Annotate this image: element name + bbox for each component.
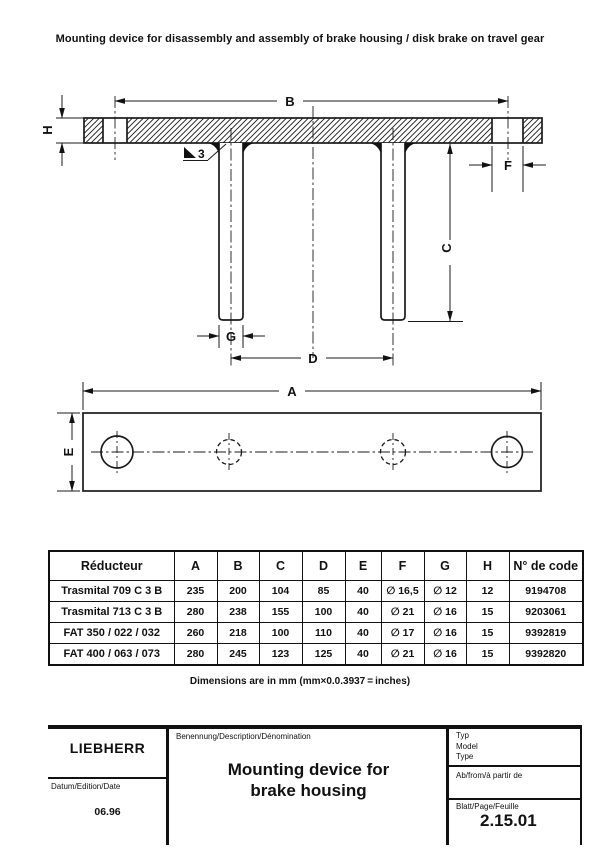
benennung-label: Benennung/Description/Dénomination xyxy=(176,732,311,741)
value-cell: 104 xyxy=(259,581,302,602)
value-cell: 280 xyxy=(174,602,217,623)
value-cell: 85 xyxy=(302,581,345,602)
value-cell: 100 xyxy=(302,602,345,623)
value-cell: ∅ 21 xyxy=(381,602,424,623)
column-header: A xyxy=(174,551,217,581)
value-cell: 260 xyxy=(174,623,217,644)
value-cell: ∅ 21 xyxy=(381,644,424,666)
column-header: H xyxy=(466,551,509,581)
value-cell: 200 xyxy=(217,581,259,602)
reducteur-cell: FAT 400 / 063 / 073 xyxy=(49,644,174,666)
value-cell: 40 xyxy=(345,581,381,602)
value-cell: 218 xyxy=(217,623,259,644)
value-cell: ∅ 16 xyxy=(424,644,466,666)
title-block-top-border xyxy=(48,725,582,729)
typ-label-en: Model xyxy=(456,741,478,751)
weld-fillet xyxy=(369,143,381,154)
column-header: B xyxy=(217,551,259,581)
column-header: C xyxy=(259,551,302,581)
dim-d-label: D xyxy=(308,351,318,366)
reducteur-cell: Trasmital 709 C 3 B xyxy=(49,581,174,602)
weld-fillet xyxy=(243,143,255,154)
value-cell: 245 xyxy=(217,644,259,666)
spec-table xyxy=(48,550,584,666)
dimensions-note: Dimensions are in mm (mm×0.0.3937 = inches) xyxy=(189,676,411,687)
plan-view xyxy=(57,382,541,491)
value-cell: 9203061 xyxy=(509,602,583,623)
value-cell: 235 xyxy=(174,581,217,602)
column-header: Réducteur xyxy=(49,551,174,581)
value-cell: ∅ 16 xyxy=(424,623,466,644)
title-block-divider xyxy=(449,765,580,767)
typ-label-fr: Type xyxy=(456,752,474,761)
value-cell: 9194708 xyxy=(509,581,583,602)
title-block-title xyxy=(170,759,447,801)
table-header-row xyxy=(49,551,583,581)
title-block-divider xyxy=(48,777,166,779)
value-cell: 40 xyxy=(345,644,381,666)
value-cell: 15 xyxy=(466,623,509,644)
value-cell: 238 xyxy=(217,602,259,623)
column-header: E xyxy=(345,551,381,581)
value-cell: 15 xyxy=(466,644,509,666)
value-cell: ∅ 17 xyxy=(381,623,424,644)
value-cell: 9392820 xyxy=(509,644,583,666)
title-block-divider xyxy=(449,798,580,800)
value-cell: ∅ 12 xyxy=(424,581,466,602)
dim-c-label: C xyxy=(439,243,454,253)
typ-label-de: Typ xyxy=(456,731,469,740)
reducteur-cell: Trasmital 713 C 3 B xyxy=(49,602,174,623)
dim-e-label: E xyxy=(61,447,76,457)
value-cell: 40 xyxy=(345,602,381,623)
value-cell: 155 xyxy=(259,602,302,623)
table-row xyxy=(49,581,583,602)
column-header: F xyxy=(381,551,424,581)
ab-from-label: Ab/from/à partir de xyxy=(456,771,523,780)
reducteur-cell: FAT 350 / 022 / 032 xyxy=(49,623,174,644)
page-number: 2.15.01 xyxy=(480,811,537,830)
table-row xyxy=(49,644,583,666)
page-title: Mounting device for disassembly and assembly of brake housing / disk brake on travel gear xyxy=(55,33,545,45)
technical-drawing xyxy=(0,80,600,500)
typ-label xyxy=(456,731,478,763)
dim-b-label: B xyxy=(285,94,295,109)
value-cell: 100 xyxy=(259,623,302,644)
column-header: D xyxy=(302,551,345,581)
value-cell: 125 xyxy=(302,644,345,666)
value-cell: ∅ 16 xyxy=(424,602,466,623)
value-cell: 280 xyxy=(174,644,217,666)
value-cell: 12 xyxy=(466,581,509,602)
dim-g-label: G xyxy=(225,329,237,344)
weld-fillet xyxy=(405,143,417,154)
datum-label: Datum/Edition/Date xyxy=(51,782,121,791)
value-cell: ∅ 16,5 xyxy=(381,581,424,602)
column-header: N° de code xyxy=(509,551,583,581)
dim-h-label: H xyxy=(40,125,55,135)
table-row xyxy=(49,602,583,623)
dim-f-label: F xyxy=(504,158,512,173)
value-cell: 123 xyxy=(259,644,302,666)
blatt-label: Blatt/Page/Feuille xyxy=(456,802,519,811)
weld-size-label: 3 xyxy=(198,147,205,161)
section-view xyxy=(40,94,546,366)
title-line-1: Mounting device for xyxy=(227,760,390,779)
value-cell: 110 xyxy=(302,623,345,644)
spec-table-body xyxy=(49,581,583,666)
title-block-right-border xyxy=(580,725,582,845)
table-row xyxy=(49,623,583,644)
value-cell: 40 xyxy=(345,623,381,644)
column-header: G xyxy=(424,551,466,581)
liebherr-logo: LIEBHERR xyxy=(69,740,146,756)
value-cell: 15 xyxy=(466,602,509,623)
value-cell: 9392819 xyxy=(509,623,583,644)
title-line-2: brake housing xyxy=(250,781,367,800)
datum-value: 06.96 xyxy=(94,806,121,818)
dim-a-label: A xyxy=(287,384,297,399)
